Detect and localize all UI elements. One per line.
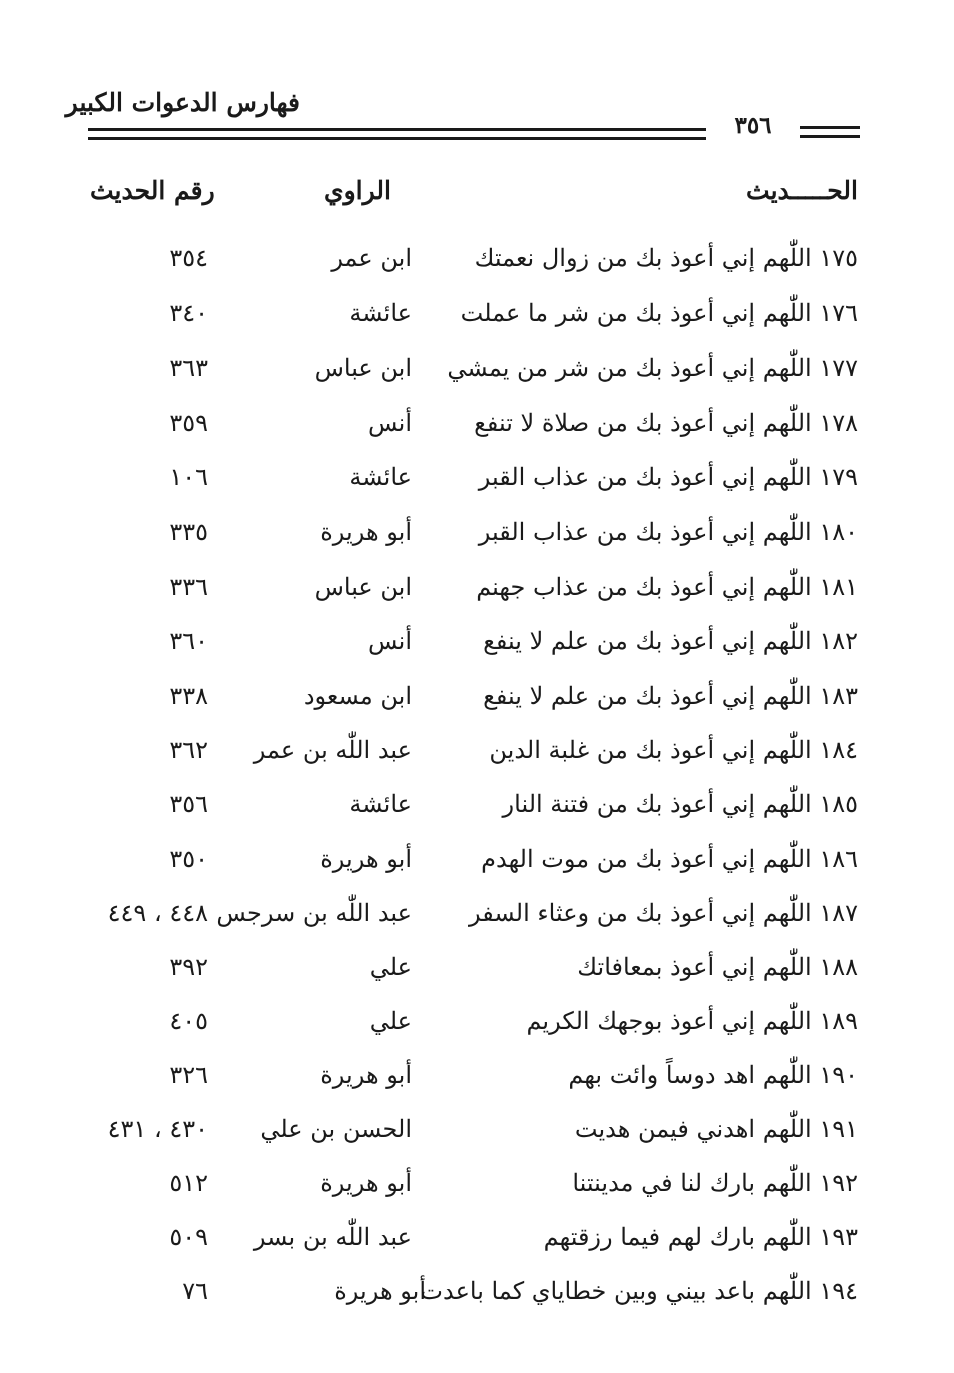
table-row [0, 784, 954, 824]
narrator-name: الحسن بن علي [260, 1115, 412, 1143]
table-row [0, 947, 954, 987]
narrator-name: عبد اللّٰه بن سرجس [216, 899, 412, 927]
hadith-number: ٣٦٢ [169, 736, 208, 764]
hadith-text: ١٧٩ اللّٰهم إني أعوذ بك من عذاب القبر [478, 463, 858, 491]
narrator-name: عائشة [349, 463, 412, 491]
hadith-text: ١٨٤ اللّٰهم إني أعوذ بك من غلبة الدين [489, 736, 858, 764]
table-row [0, 1217, 954, 1257]
table-row [0, 512, 954, 552]
hadith-number: ٣٥٤ [169, 244, 208, 272]
hadith-text: ١٨٣ اللّٰهم إني أعوذ بك من علم لا ينفع [483, 682, 858, 710]
narrator-name: علي [369, 1007, 412, 1035]
table-row [0, 567, 954, 607]
header-rule-top [88, 128, 706, 131]
narrator-name: ابن عمر [331, 244, 412, 272]
header-rule-bottom [88, 137, 706, 140]
table-row [0, 348, 954, 388]
table-row [0, 839, 954, 879]
table-row [0, 293, 954, 333]
table-row [0, 1163, 954, 1203]
table-row [0, 457, 954, 497]
narrator-name: أنس [368, 627, 412, 655]
hadith-number: ٣٣٨ [169, 682, 208, 710]
column-heading-hadith-number: رقم الحديث [90, 176, 215, 205]
hadith-text: ١٩٤ اللّٰهم باعد بيني وبين خطاياي كما باعدت [420, 1277, 858, 1305]
narrator-name: عبد اللّٰه بن بسر [253, 1223, 412, 1251]
hadith-number: ٤٣٠ ، ٤٣١ [107, 1115, 208, 1143]
hadith-number: ٣٥٦ [169, 790, 208, 818]
hadith-number: ٣٥٩ [169, 409, 208, 437]
narrator-name: أبو هريرة [320, 518, 412, 546]
hadith-number: ٣٥٠ [169, 845, 208, 873]
narrator-name: ابن عباس [314, 354, 412, 382]
hadith-text: ١٩٠ اللّٰهم اهد دوساً وائت بهم [568, 1061, 858, 1089]
hadith-text: ١٧٧ اللّٰهم إني أعوذ بك من شر من يمشي [447, 354, 858, 382]
hadith-text: ١٨٢ اللّٰهم إني أعوذ بك من علم لا ينفع [483, 627, 858, 655]
hadith-number: ٣٦٠ [169, 627, 208, 655]
table-row [0, 1055, 954, 1095]
running-title: فهارس الدعوات الكبير [65, 88, 300, 117]
hadith-text: ١٧٦ اللّٰهم إني أعوذ بك من شر ما عملت [460, 299, 858, 327]
hadith-text: ١٨٦ اللّٰهم إني أعوذ بك من موت الهدم [481, 845, 858, 873]
hadith-number: ٤٤٨ ، ٤٤٩ [107, 899, 208, 927]
hadith-text: ١٩٣ اللّٰهم بارك لهم فيما رزقتهم [543, 1223, 858, 1251]
hadith-text: ١٨٩ اللّٰهم إني أعوذ بوجهك الكريم [526, 1007, 858, 1035]
narrator-name: عائشة [349, 299, 412, 327]
table-row [0, 621, 954, 661]
narrator-name: أبو هريرة [334, 1277, 426, 1305]
hadith-text: ١٧٨ اللّٰهم إني أعوذ بك من صلاة لا تنفع [474, 409, 858, 437]
hadith-text: ١٧٥ اللّٰهم إني أعوذ بك من زوال نعمتك [474, 244, 858, 272]
narrator-name: أبو هريرة [320, 1061, 412, 1089]
hadith-text: ١٩١ اللّٰهم اهدني فيمن هديت [574, 1115, 858, 1143]
column-heading-hadith: الحـــــديث [746, 176, 858, 205]
hadith-number: ٥١٢ [169, 1169, 208, 1197]
hadith-text: ١٨١ اللّٰهم إني أعوذ بك من عذاب جهنم [476, 573, 858, 601]
column-heading-narrator: الراوي [324, 176, 391, 205]
narrator-name: عبد اللّٰه بن عمر [253, 736, 412, 764]
narrator-name: أبو هريرة [320, 1169, 412, 1197]
narrator-name: علي [369, 953, 412, 981]
narrator-name: عائشة [349, 790, 412, 818]
hadith-text: ١٨٧ اللّٰهم إني أعوذ بك من وعثاء السفر [468, 899, 858, 927]
hadith-number: ٣٣٦ [169, 573, 208, 601]
page-number-rule-top [800, 126, 860, 129]
table-row [0, 238, 954, 278]
hadith-number: ٣٦٣ [169, 354, 208, 382]
hadith-number: ٣٢٦ [169, 1061, 208, 1089]
hadith-number: ٣٤٠ [169, 299, 208, 327]
hadith-number: ٤٠٥ [169, 1007, 208, 1035]
table-row [0, 1001, 954, 1041]
hadith-text: ١٨٨ اللّٰهم إني أعوذ بمعافاتك [577, 953, 858, 981]
hadith-number: ٣٩٢ [169, 953, 208, 981]
hadith-number: ١٠٦ [169, 463, 208, 491]
table-row [0, 676, 954, 716]
narrator-name: ابن عباس [314, 573, 412, 601]
table-row [0, 730, 954, 770]
hadith-number: ٥٠٩ [169, 1223, 208, 1251]
hadith-number: ٣٣٥ [169, 518, 208, 546]
narrator-name: أنس [368, 409, 412, 437]
table-row [0, 893, 954, 933]
hadith-text: ١٨٠ اللّٰهم إني أعوذ بك من عذاب القبر [478, 518, 858, 546]
hadith-text: ١٨٥ اللّٰهم إني أعوذ بك من فتنة النار [502, 790, 858, 818]
table-row [0, 1271, 954, 1311]
page-number: ٣٥٦ [734, 112, 772, 139]
page-number-rule-bottom [800, 135, 860, 138]
hadith-number: ٧٦ [182, 1277, 208, 1305]
narrator-name: أبو هريرة [320, 845, 412, 873]
narrator-name: ابن مسعود [303, 682, 412, 710]
table-row [0, 403, 954, 443]
hadith-text: ١٩٢ اللّٰهم بارك لنا في مدينتنا [572, 1169, 858, 1197]
table-row [0, 1109, 954, 1149]
